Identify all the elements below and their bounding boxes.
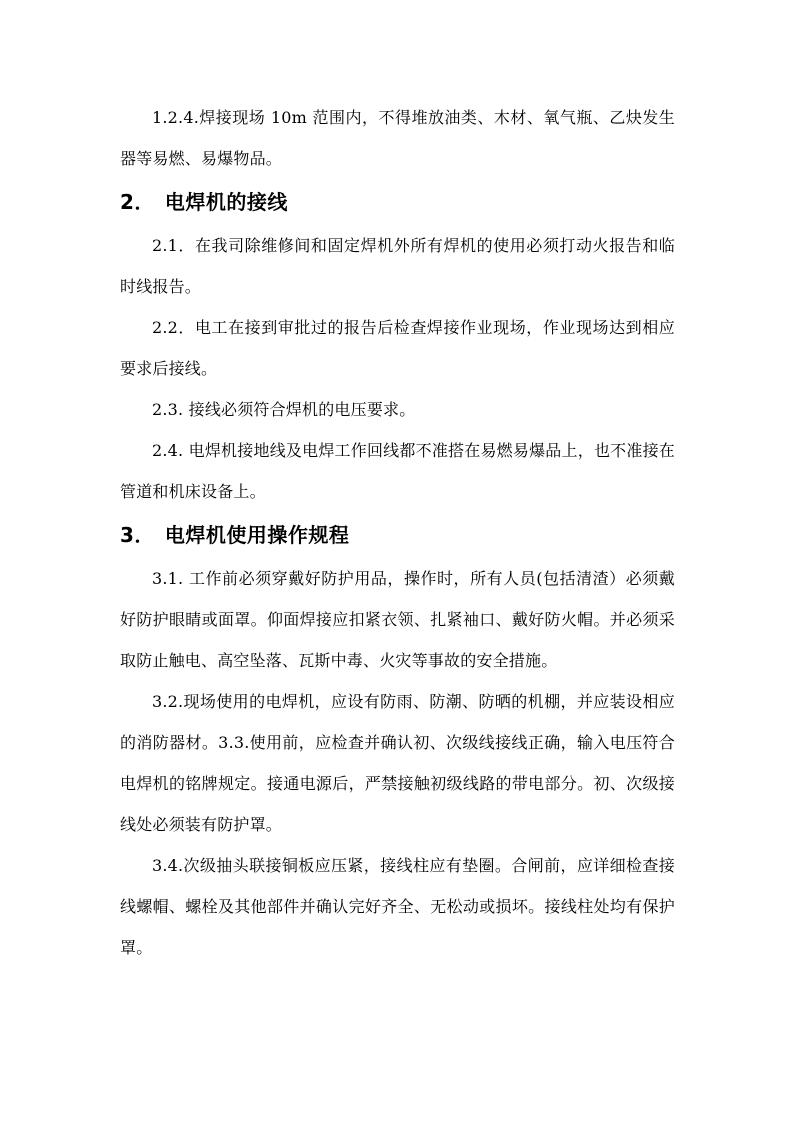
paragraph-1-2-4: 1.2.4.焊接现场 10m 范围内，不得堆放油类、木材、氧气瓶、乙炔发生器等易燃、易爆物品。 <box>120 108 675 168</box>
section-3-number: 3． <box>120 523 155 547</box>
section-3-heading <box>120 512 675 558</box>
section-3-title: 电焊机使用操作规程 <box>164 523 350 547</box>
paragraph-3-4: 3.4.次级抽头联接铜板应压紧，接线柱应有垫圈。合闸前，应详细检查接线螺帽、螺栓及其他部件并确认完好齐全、无松动或损坏。接线柱处均有保护罩。 <box>120 856 675 957</box>
paragraph-2-3: 2.3. 接线必须符合焊机的电压要求。 <box>152 400 416 419</box>
paragraph-2-1: 2.1．在我司除维修间和固定焊机外所有焊机的使用必须打动火报告和临时线报告。 <box>120 236 675 296</box>
paragraph-2-2: 2.2．电工在接到审批过的报告后检查焊接作业现场，作业现场达到相应要求后接线。 <box>120 318 675 378</box>
paragraph-3-1: 3.1. 工作前必须穿戴好防护用品，操作时，所有人员(包括清渣）必须戴好防护眼睛或面罩。仰面焊接应扣紧衣领、扎紧袖口、戴好防火帽。并必须采取防止触电、高空坠落、瓦斯中毒、火灾等事故的安全措施。 <box>120 569 675 670</box>
section-2-title: 电焊机的接线 <box>164 190 288 214</box>
paragraph-3-2: 3.2.现场使用的电焊机，应设有防雨、防潮、防晒的机棚，并应装设相应的消防器材。3.3.使用前，应检查并确认初、次级线接线正确，输入电压符合电焊机的铭牌规定。接通电源后，严禁接触初级线路的带电部分。初、次级接线处必须装有防护罩。 <box>120 692 675 834</box>
section-2-number: 2． <box>120 190 155 214</box>
document-page <box>120 97 675 968</box>
paragraph-2-4: 2.4. 电焊机接地线及电焊工作回线都不准搭在易燃易爆品上，也不准接在管道和机床设备上。 <box>120 441 675 501</box>
section-2-heading <box>120 179 675 225</box>
